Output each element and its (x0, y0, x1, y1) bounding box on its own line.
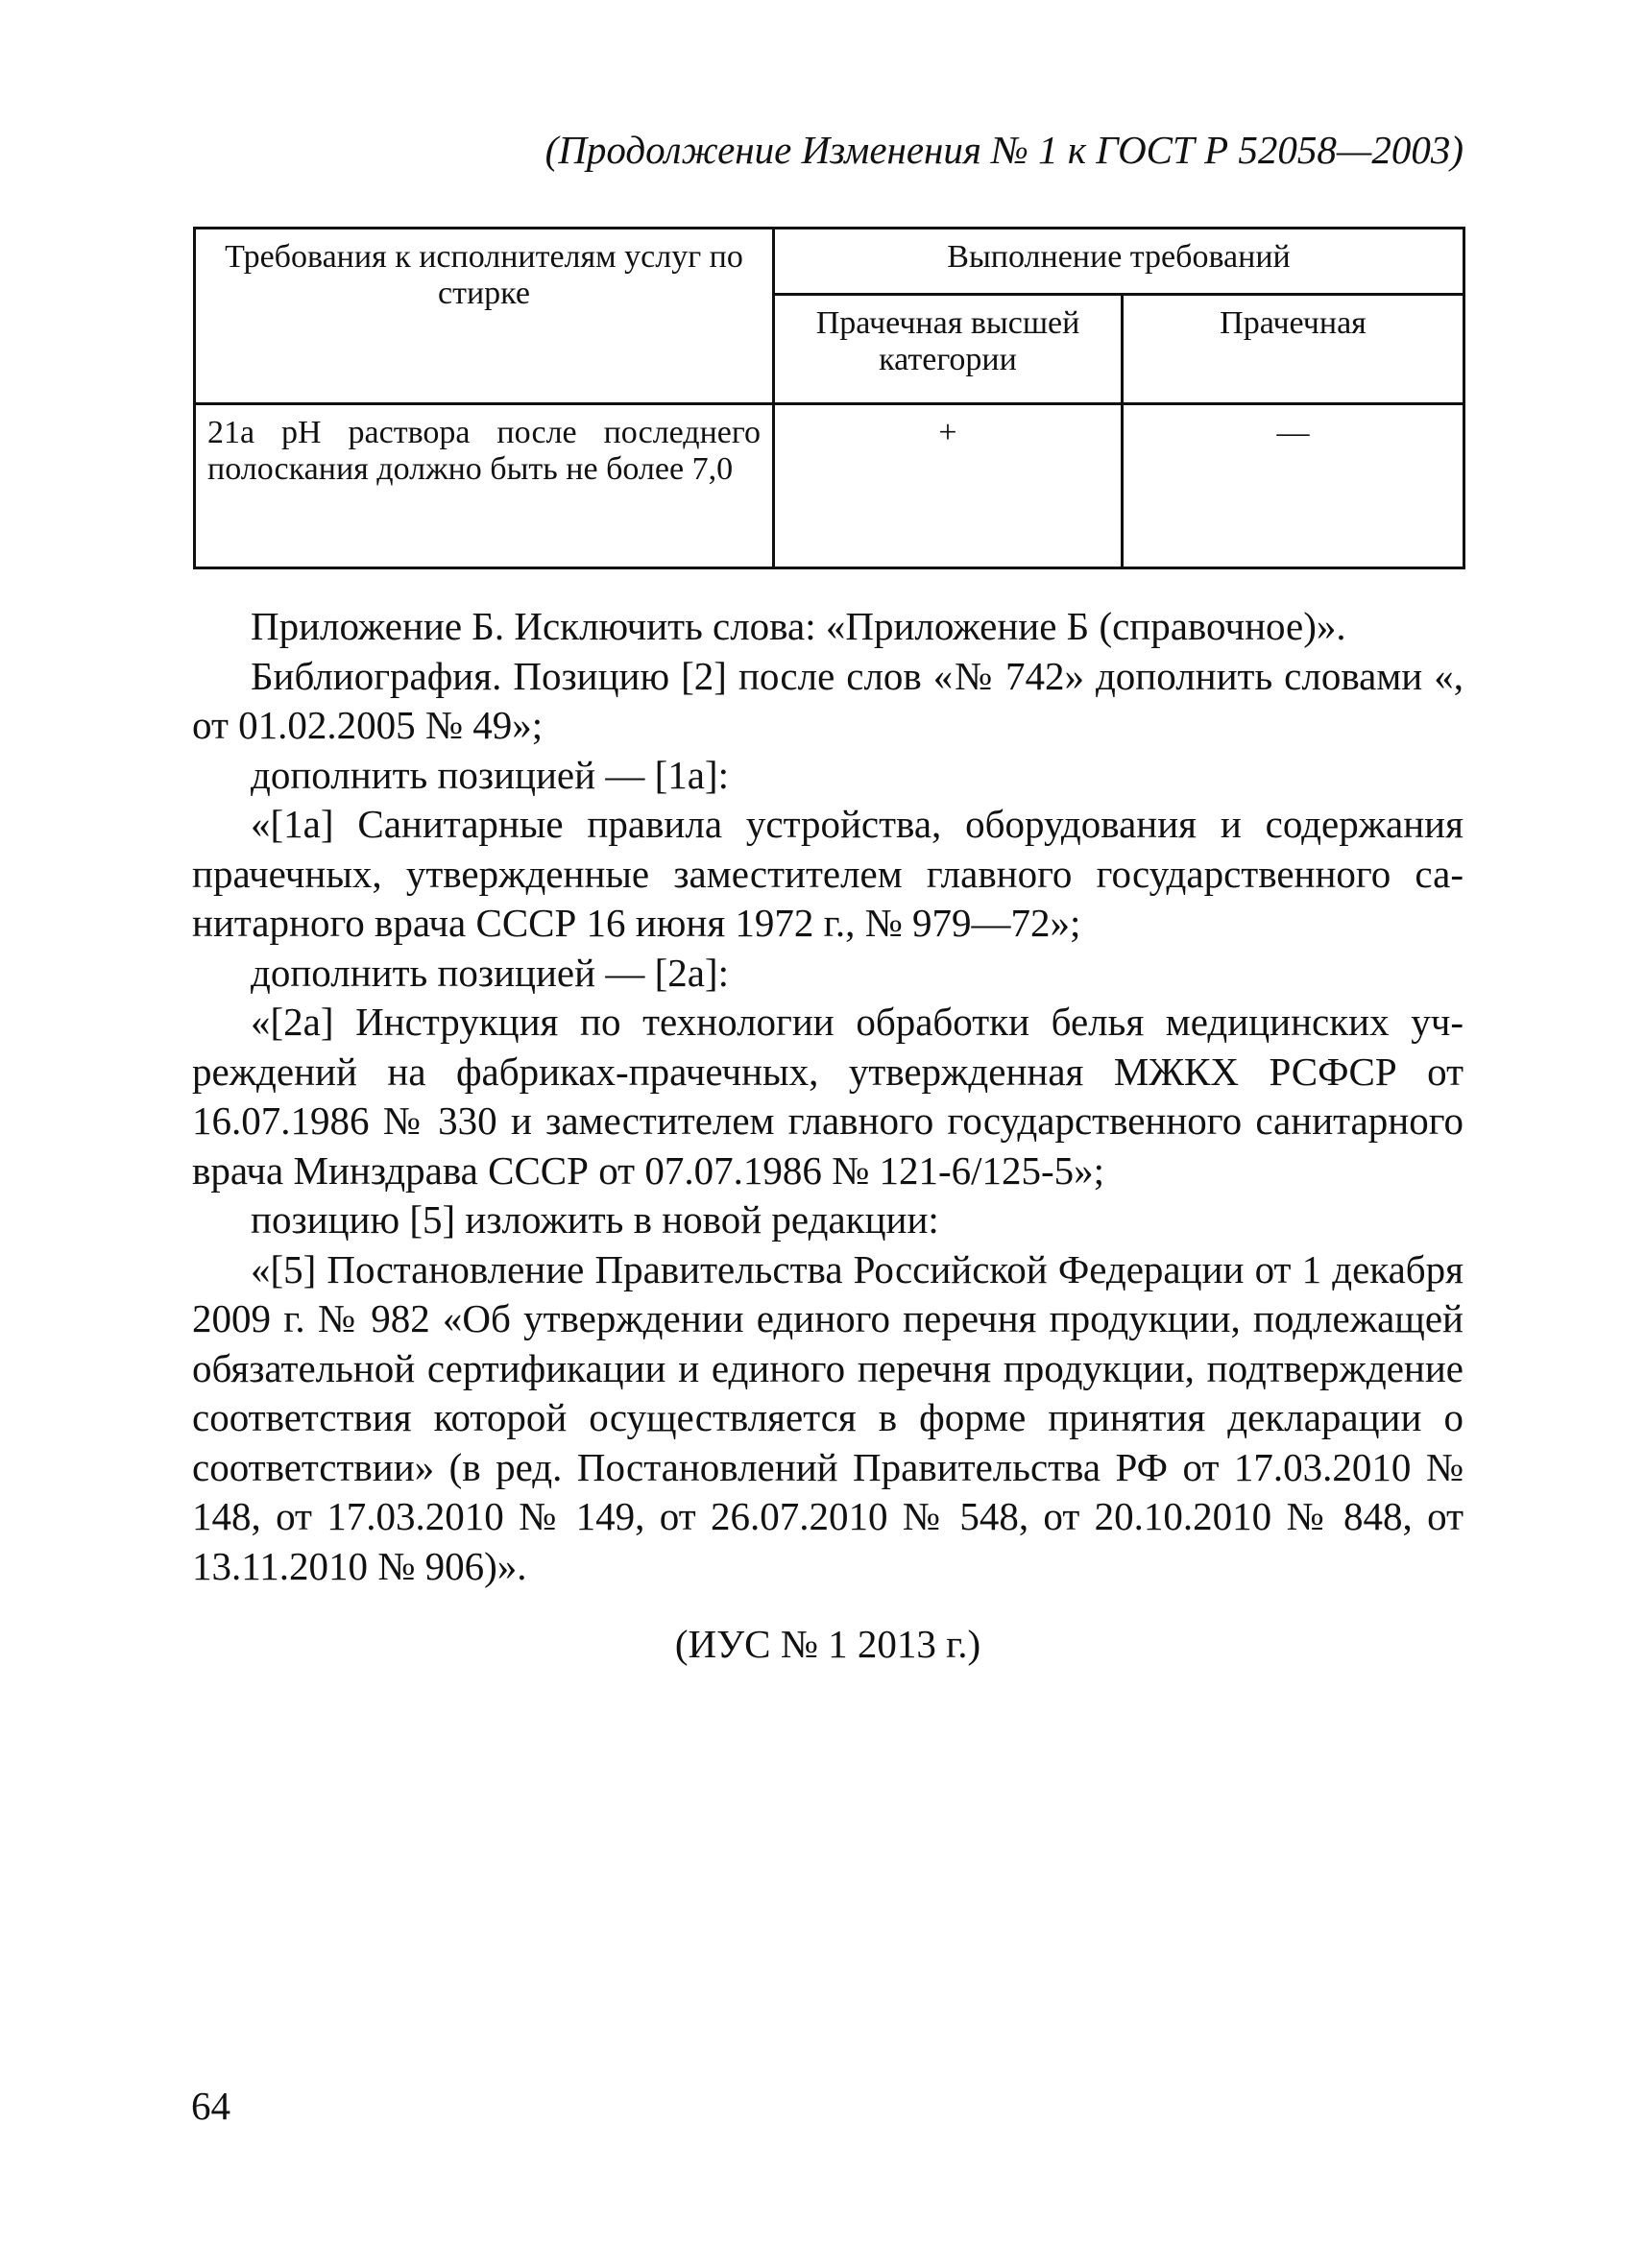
column-group-header-fulfillment: Выполнение требований (774, 229, 1464, 295)
paragraph: позицию [5] изложить в новой редакции: (251, 1197, 939, 1242)
paragraph: «[1а] Санитарные правила устройства, оборудования и содержания прачечных, утвержденные заместителем главного государственного санитарного врача СССР 16 июня 1972 г., № 979—72»; (192, 802, 1464, 945)
table-row (195, 404, 1464, 568)
table-header-row (195, 229, 1464, 295)
column-header-laundry-premium: Прачечная высшей категории (774, 295, 1123, 404)
value-cell-premium: + (774, 404, 1123, 568)
paragraph: «[2а] Инструкция по технологии обработки белья медицинских учреждений на фабриках-прачечных, утвержденная МЖКХ РСФСР от 16.07.1986 № 330 и заместителем главного государственного санитарного врача Минздрава СССР от 07.07.1986 № 121-6/125-5»; (192, 1000, 1464, 1193)
source-reference: (ИУС № 1 2013 г.) (674, 1622, 981, 1666)
page-number: 64 (191, 2084, 230, 2128)
paragraph: дополнить позицией — [2а]: (251, 950, 729, 995)
value-cell-laundry: — (1123, 404, 1464, 568)
requirements-table (193, 227, 1465, 569)
paragraph: Библиография. Позицию [2] после слов «№ 742» дополнить словами «, от 01.02.2005 № 49»; (192, 653, 1464, 747)
paragraph: дополнить позицией — [1а]: (251, 752, 729, 797)
column-header-laundry: Прачечная (1123, 295, 1464, 404)
paragraph: «[5] Постановление Правительства Российской Федерации от 1 декабря 2009 г. № 982 «Об утверждении единого перечня продукции, подлежащей обязательной сертификации и единого перечня продукции, подтверждение соответствия которой осуществляется в форме принятия декларации о соответствии» (в ред. Постановлений Правительства РФ от 17.03.2010 № 148, от 17.03.2010 № 149, от 26.07.2010 № 548, от 20.10.2010 № 848, от 13.11.2010 № 906)». (192, 1246, 1464, 1588)
paragraph: Приложение Б. Исключить слова: «Приложение Б (справочное)». (251, 604, 1346, 648)
requirement-cell: 21а pH раствора после последнего полоскания должно быть не более 7,0 (195, 404, 774, 568)
continuation-header: (Продолжение Изменения № 1 к ГОСТ Р 52058—2003) (544, 128, 1464, 172)
document-body (192, 602, 1464, 1591)
column-header-requirements: Требования к исполнителям услуг по стирке (195, 229, 774, 404)
